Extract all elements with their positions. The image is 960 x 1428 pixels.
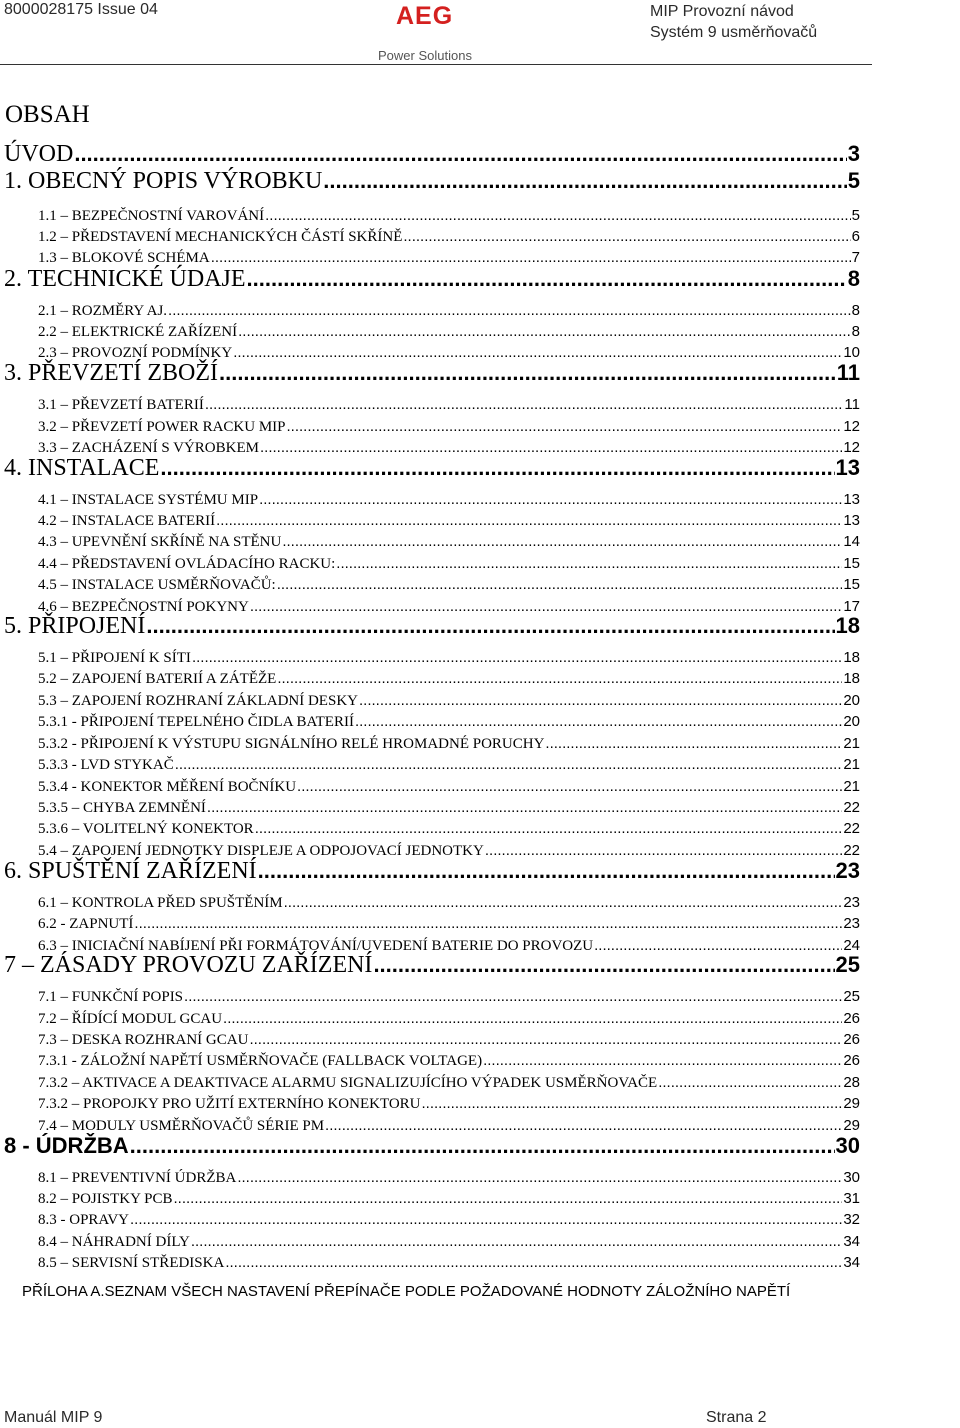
toc-dot-leader [219, 360, 836, 386]
toc-section-entry[interactable] [38, 302, 860, 320]
toc-entry-label: 6.3 – INICIAČNÍ NABÍJENÍ PŘI FORMÁTOVÁNÍ/UVEDENÍ BATERIE DO PROVOZU [38, 938, 594, 954]
toc-entry-page: 15 [843, 555, 860, 572]
toc-chapter-entry[interactable] [4, 455, 860, 482]
footer-page-number: Strana 2 [706, 1409, 767, 1426]
toc-entry-label: 4. INSTALACE [4, 455, 160, 481]
toc-section-entry[interactable] [38, 756, 860, 774]
toc-entry-page: 7 [851, 249, 860, 266]
toc-entry-label: 7.3.2 – PROPOJKY PRO UŽITÍ EXTERNÍHO KONEKTORU [38, 1096, 421, 1112]
toc-entry-label: 2.3 – PROVOZNÍ PODMÍNKY [38, 345, 233, 361]
toc-section-entry[interactable] [38, 1169, 860, 1187]
toc-entry-label: 4.2 – INSTALACE BATERIÍ [38, 513, 216, 529]
toc-dot-leader [233, 344, 842, 361]
toc-section-entry[interactable] [38, 1211, 860, 1229]
toc-entry-page: 11 [836, 360, 860, 385]
doc-title-line2: Systém 9 usměrňovačů [650, 24, 818, 41]
toc-dot-leader [249, 1031, 842, 1048]
toc-entry-label: 5.3.2 - PŘIPOJENÍ K VÝSTUPU SIGNÁLNÍHO RELÉ HROMADNÉ PORUCHY [38, 736, 545, 752]
toc-entry-label: 1.1 – BEZPEČNOSTNÍ VAROVÁNÍ [38, 208, 265, 224]
toc-entry-label: 4.3 – UPEVNĚNÍ SKŘÍNĚ NA STĚNU [38, 534, 282, 550]
toc-dot-leader [160, 455, 834, 481]
toc-entry-label: 4.6 – BEZPEČNOSTNÍ POKYNY [38, 599, 249, 615]
toc-dot-leader [223, 1010, 842, 1027]
toc-section-entry[interactable] [38, 735, 860, 753]
toc-chapter-entry[interactable] [4, 858, 860, 885]
toc-entry-page: 5 [847, 168, 860, 193]
toc-dot-leader [284, 894, 843, 911]
toc-entry-label: 5.3.6 – VOLITELNÝ KONEKTOR [38, 821, 254, 837]
toc-appendix-entry[interactable]: PŘÍLOHA A.SEZNAM VŠECH NASTAVENÍ PŘEPÍNAČE PODLE POŽADOVANÉ HODNOTY ZÁLOŽNÍHO NAPĚTÍ [22, 1283, 791, 1300]
toc-section-entry[interactable] [38, 649, 860, 667]
doc-title-line1: MIP Provozní návod [650, 3, 794, 20]
toc-section-entry[interactable] [38, 1010, 860, 1028]
toc-section-entry[interactable] [38, 533, 860, 551]
toc-entry-label: 5.1 – PŘIPOJENÍ K SÍTI [38, 650, 191, 666]
toc-entry-label: 8.5 – SERVISNÍ STŘEDISKA [38, 1255, 225, 1271]
toc-entry-page: 26 [843, 1031, 860, 1048]
toc-dot-leader [483, 1052, 842, 1069]
toc-section-entry[interactable] [38, 249, 860, 267]
toc-entry-label: 5.4 – ZAPOJENÍ JEDNOTKY DISPLEJE A ODPOJOVACÍ JEDNOTKY [38, 843, 484, 859]
logo-subtitle: Power Solutions [378, 48, 472, 63]
toc-dot-leader [237, 1169, 842, 1186]
toc-entry-label: 5. PŘIPOJENÍ [4, 613, 146, 639]
toc-section-entry[interactable] [38, 1233, 860, 1251]
toc-entry-label: 1.2 – PŘEDSTAVENÍ MECHANICKÝCH ČÁSTÍ SKŘÍNĚ [38, 229, 403, 245]
toc-entry-label: 5.3.5 – CHYBA ZEMNĚNÍ [38, 800, 206, 816]
toc-entry-page: 14 [843, 533, 860, 550]
toc-section-entry[interactable] [38, 228, 860, 246]
toc-dot-leader [259, 491, 842, 508]
toc-section-entry[interactable] [38, 1095, 860, 1113]
toc-entry-label: 1. OBECNÝ POPIS VÝROBKU [4, 168, 323, 194]
toc-dot-leader [485, 842, 842, 859]
toc-chapter-entry[interactable] [4, 1133, 860, 1159]
toc-entry-label: 7.3 – DESKA ROZHRANÍ GCAU [38, 1032, 249, 1048]
toc-dot-leader [287, 418, 843, 435]
toc-entry-page: 5 [851, 207, 860, 224]
toc-entry-label: 3.3 – ZACHÁZENÍ S VÝROBKEM [38, 440, 259, 456]
toc-entry-label: 7.3.2 – AKTIVACE A DEAKTIVACE ALARMU SIGNALIZUJÍCÍHO VÝPADEK USMĚRŇOVAČE [38, 1075, 658, 1091]
toc-section-entry[interactable] [38, 988, 860, 1006]
toc-section-entry[interactable] [38, 670, 860, 688]
toc-entry-page: 15 [843, 576, 860, 593]
toc-chapter-entry[interactable] [4, 266, 860, 293]
toc-section-entry[interactable] [38, 1052, 860, 1070]
toc-entry-label: 7.4 – MODULY USMĚRŇOVAČŮ SÉRIE PM [38, 1118, 325, 1134]
toc-section-entry[interactable] [38, 512, 860, 530]
toc-dot-leader [238, 323, 851, 340]
toc-dot-leader [373, 952, 834, 978]
toc-entry-page: 13 [843, 491, 860, 508]
toc-chapter-entry[interactable] [4, 613, 860, 640]
toc-dot-leader [260, 439, 842, 456]
toc-entry-page: 17 [843, 598, 860, 615]
toc-dot-leader [247, 266, 847, 292]
toc-dot-leader [216, 512, 842, 529]
toc-entry-label: 8.1 – PREVENTIVNÍ ÚDRŽBA [38, 1170, 237, 1186]
toc-section-entry[interactable] [38, 1031, 860, 1049]
toc-entry-page: 28 [843, 1074, 860, 1091]
toc-section-entry[interactable] [38, 491, 860, 509]
toc-entry-page: 13 [843, 512, 860, 529]
toc-entry-label: 5.3.4 - KONEKTOR MĚŘENÍ BOČNÍKU [38, 779, 297, 795]
toc-entry-label: 5.3 – ZAPOJENÍ ROZHRANÍ ZÁKLADNÍ DESKY [38, 693, 358, 709]
toc-dot-leader [545, 735, 842, 752]
toc-entry-page: 13 [835, 455, 860, 480]
toc-entry-label: 6. SPUŠTĚNÍ ZAŘÍZENÍ [4, 858, 257, 884]
toc-entry-page: 22 [843, 842, 860, 859]
toc-chapter-entry[interactable] [4, 360, 860, 387]
toc-entry-page: 23 [843, 894, 860, 911]
toc-entry-page: 12 [843, 439, 860, 456]
toc-entry-label: 5.2 – ZAPOJENÍ BATERIÍ A ZÁTĚŽE [38, 671, 277, 687]
toc-dot-leader [134, 915, 842, 932]
aeg-logo: AEG [396, 2, 454, 30]
toc-dot-leader [336, 555, 842, 572]
footer-manual-name: Manuál MIP 9 [4, 1409, 103, 1426]
doc-id: 8000028175 Issue 04 [4, 1, 158, 18]
toc-entry-page: 32 [843, 1211, 860, 1228]
toc-entry-label: 7.3.1 - ZÁLOŽNÍ NAPĚTÍ USMĚRŇOVAČE (FALLBACK VOLTAGE) [38, 1053, 483, 1069]
toc-entry-page: 18 [835, 613, 860, 638]
toc-entry-page: 30 [843, 1169, 860, 1186]
toc-section-entry[interactable] [38, 1254, 860, 1272]
toc-section-entry[interactable] [38, 915, 860, 933]
toc-dot-leader [658, 1074, 842, 1091]
toc-dot-leader [277, 576, 843, 593]
toc-entry-page: 12 [843, 418, 860, 435]
toc-entry-page: 18 [843, 670, 860, 687]
toc-chapter-entry[interactable] [4, 141, 860, 168]
toc-dot-leader [175, 756, 843, 773]
toc-entry-label: 7.1 – FUNKČNÍ POPIS [38, 989, 184, 1005]
toc-entry-label: 8 - ÚDRŽBA [4, 1133, 129, 1158]
toc-entry-label: 2.1 – ROZMĚRY AJ. [38, 303, 168, 319]
toc-heading: OBSAH [5, 101, 90, 128]
toc-entry-page: 24 [843, 937, 860, 954]
toc-entry-label: 2. TECHNICKÉ ÚDAJE [4, 266, 246, 292]
toc-entry-page: 21 [843, 735, 860, 752]
toc-section-entry[interactable] [38, 418, 860, 436]
toc-entry-label: 7 – ZÁSADY PROVOZU ZAŘÍZENÍ [4, 952, 373, 978]
toc-section-entry[interactable] [38, 396, 860, 414]
toc-entry-label: 8.3 - OPRAVY [38, 1212, 129, 1228]
toc-entry-page: 26 [843, 1052, 860, 1069]
toc-entry-label: 6.1 – KONTROLA PŘED SPUŠTĚNÍM [38, 895, 283, 911]
toc-entry-page: 34 [843, 1233, 860, 1250]
toc-entry-page: 29 [843, 1117, 860, 1134]
page-header [0, 0, 960, 66]
toc-section-entry[interactable] [38, 894, 860, 912]
toc-entry-page: 26 [843, 1010, 860, 1027]
toc-entry-page: 18 [843, 649, 860, 666]
toc-entry-page: 10 [843, 344, 860, 361]
toc-entry-label: 8.2 – POJISTKY PCB [38, 1191, 173, 1207]
toc-dot-leader [191, 1233, 842, 1250]
toc-dot-leader [359, 692, 842, 709]
toc-entry-page: 3 [847, 141, 860, 166]
header-divider [0, 64, 872, 65]
toc-section-entry[interactable] [38, 576, 860, 594]
toc-entry-label: 4.1 – INSTALACE SYSTÉMU MIP [38, 492, 259, 508]
toc-dot-leader [225, 1254, 842, 1271]
doc-title [650, 1, 817, 43]
toc-entry-label: 3. PŘEVZETÍ ZBOŽÍ [4, 360, 218, 386]
toc-entry-page: 22 [843, 820, 860, 837]
toc-dot-leader [192, 649, 842, 666]
toc-entry-page: 11 [844, 396, 860, 413]
toc-entry-label: 2.2 – ELEKTRICKÉ ZAŘÍZENÍ [38, 324, 238, 340]
toc-entry-label: 4.5 – INSTALACE USMĚRŇOVAČŮ: [38, 577, 276, 593]
toc-entry-page: 23 [843, 915, 860, 932]
toc-section-entry[interactable] [38, 778, 860, 796]
toc-dot-leader [265, 207, 851, 224]
toc-entry-page: 29 [843, 1095, 860, 1112]
toc-section-entry[interactable] [38, 1190, 860, 1208]
toc-entry-label: 5.3.3 - LVD STYKAČ [38, 757, 174, 773]
toc-entry-page: 20 [843, 692, 860, 709]
toc-section-entry[interactable] [38, 799, 860, 817]
toc-entry-label: 8.4 – NÁHRADNÍ DÍLY [38, 1234, 190, 1250]
toc-entry-page: 23 [835, 858, 860, 883]
toc-section-entry[interactable] [38, 323, 860, 341]
toc-entry-label: 4.4 – PŘEDSTAVENÍ OVLÁDACÍHO RACKU: [38, 556, 336, 572]
toc-dot-leader [173, 1190, 842, 1207]
toc-entry-page: 25 [835, 952, 860, 977]
toc-entry-page: 21 [843, 756, 860, 773]
toc-dot-leader [74, 141, 846, 167]
toc-entry-page: 31 [843, 1190, 860, 1207]
toc-dot-leader [323, 168, 846, 194]
toc-dot-leader [146, 613, 834, 639]
toc-dot-leader [325, 1117, 842, 1134]
toc-entry-label: 6.2 - ZAPNUTÍ [38, 916, 134, 932]
toc-dot-leader [130, 1211, 842, 1228]
toc-entry-page: 8 [847, 266, 860, 291]
toc-dot-leader [205, 396, 844, 413]
toc-dot-leader [282, 533, 842, 550]
toc-entry-label: 7.2 – ŘÍDÍCÍ MODUL GCAU [38, 1011, 223, 1027]
toc-dot-leader [211, 249, 851, 266]
toc-dot-leader [258, 858, 835, 884]
toc-section-entry[interactable] [38, 713, 860, 731]
toc-dot-leader [130, 1133, 835, 1159]
toc-entry-label: 3.2 – PŘEVZETÍ POWER RACKU MIP [38, 419, 286, 435]
toc-entry-page: 22 [843, 799, 860, 816]
toc-section-entry[interactable] [38, 1074, 860, 1092]
toc-dot-leader [207, 799, 842, 816]
toc-section-entry[interactable] [38, 207, 860, 225]
toc-dot-leader [403, 228, 850, 245]
toc-entry-label: 3.1 – PŘEVZETÍ BATERIÍ [38, 397, 204, 413]
toc-dot-leader [297, 778, 842, 795]
toc-entry-page: 25 [843, 988, 860, 1005]
toc-chapter-entry[interactable] [4, 168, 860, 195]
toc-section-entry[interactable] [38, 820, 860, 838]
toc-entry-page: 8 [851, 302, 860, 319]
toc-dot-leader [355, 713, 842, 730]
toc-entry-page: 6 [851, 228, 860, 245]
toc-dot-leader [277, 670, 842, 687]
toc-dot-leader [422, 1095, 843, 1112]
toc-entry-label: ÚVOD [4, 141, 74, 167]
toc-entry-page: 21 [843, 778, 860, 795]
toc-section-entry[interactable] [38, 555, 860, 573]
toc-entry-page: 8 [851, 323, 860, 340]
toc-entry-page: 20 [843, 713, 860, 730]
toc-entry-label: 1.3 – BLOKOVÉ SCHÉMA [38, 250, 210, 266]
toc-dot-leader [184, 988, 842, 1005]
toc-entry-page: 30 [835, 1133, 860, 1158]
toc-dot-leader [255, 820, 843, 837]
toc-section-entry[interactable] [38, 692, 860, 710]
toc-entry-label: 5.3.1 - PŘIPOJENÍ TEPELNÉHO ČIDLA BATERIÍ [38, 714, 354, 730]
toc-entry-page: 34 [843, 1254, 860, 1271]
toc-chapter-entry[interactable] [4, 952, 860, 979]
toc-dot-leader [168, 302, 851, 319]
